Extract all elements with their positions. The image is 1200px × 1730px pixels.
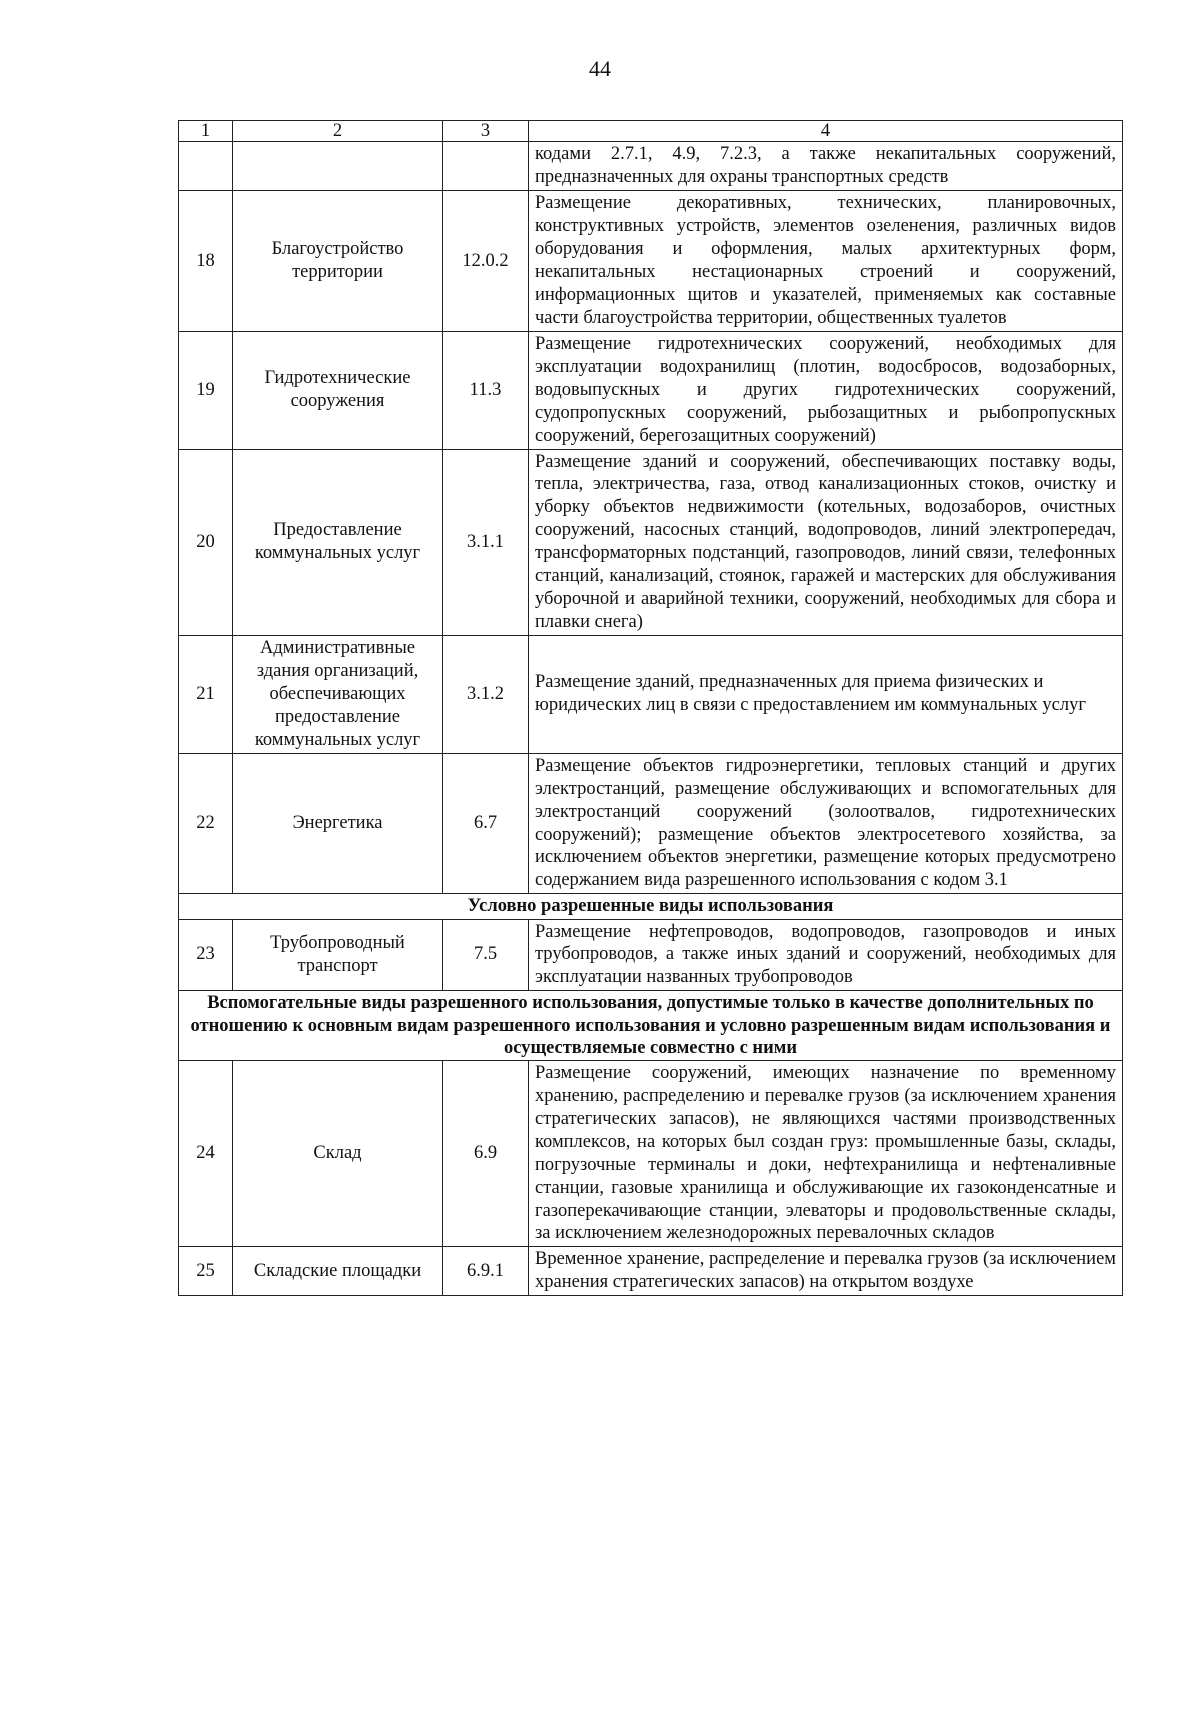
row-name: Трубопроводный транспорт [233, 919, 443, 991]
table-row-18 [179, 191, 1123, 332]
row-code: 6.9 [443, 1060, 529, 1247]
row-name: Склад [233, 1060, 443, 1247]
row-name: Энергетика [233, 753, 443, 894]
row-code: 11.3 [443, 331, 529, 449]
row-code: 12.0.2 [443, 191, 529, 332]
row-number: 23 [179, 919, 233, 991]
table-header-row [179, 121, 1123, 142]
row-number: 24 [179, 1060, 233, 1247]
row-code: 7.5 [443, 919, 529, 991]
row-number: 25 [179, 1247, 233, 1296]
header-col-3: 3 [443, 121, 529, 142]
table-row-25 [179, 1247, 1123, 1296]
section-heading-auxiliary [179, 991, 1123, 1061]
row-description: Размещение гидротехнических сооружений, необходимых для эксплуатации водохранилищ (плотин, водосбросов, водозаборных, водовыпускных и других гидротехнических сооружений, судопропускных сооружений, рыбозащитных и рыбопропускных сооружений, берегозащитных сооружений) [529, 331, 1123, 449]
row-number: 22 [179, 753, 233, 894]
land-use-table [178, 120, 1123, 1296]
row-name [233, 142, 443, 191]
row-code: 3.1.1 [443, 449, 529, 636]
row-description: Размещение зданий и сооружений, обеспечивающих поставку воды, тепла, электричества, газа, отвод канализационных стоков, очистку и уборку объектов недвижимости (котельных, водозаборов, очистных сооружений, насосных станций, водопроводов, линий электропередач, трансформаторных подстанций, газопроводов, линий связи, телефонных станций, канализаций, стоянок, гаражей и мастерских для обслуживания уборочной и аварийной техники, сооружений, необходимых для сбора и плавки снега) [529, 449, 1123, 636]
header-col-2: 2 [233, 121, 443, 142]
table-row-21 [179, 636, 1123, 754]
row-name: Благоустройство территории [233, 191, 443, 332]
row-code: 6.7 [443, 753, 529, 894]
row-description: Размещение объектов гидроэнергетики, тепловых станций и других электростанций, размещение обслуживающих и вспомогательных для электростанций сооружений (золоотвалов, гидротехнических сооружений); размещение объектов электросетевого хозяйства, за исключением объектов энергетики, размещение которых предусмотрено содержанием вида разрешенного использования с кодом 3.1 [529, 753, 1123, 894]
row-number: 19 [179, 331, 233, 449]
row-name: Складские площадки [233, 1247, 443, 1296]
row-name: Административные здания организаций, обеспечивающих предоставление коммунальных услуг [233, 636, 443, 754]
row-name: Гидротехнические сооружения [233, 331, 443, 449]
row-description: кодами 2.7.1, 4.9, 7.2.3, а также некапитальных сооружений, предназначенных для охраны транспортных средств [529, 142, 1123, 191]
row-name: Предоставление коммунальных услуг [233, 449, 443, 636]
table-row-24 [179, 1060, 1123, 1247]
table-row-20 [179, 449, 1123, 636]
table-row-continuation [179, 142, 1123, 191]
section-title: Вспомогательные виды разрешенного использования, допустимые только в качестве дополнительных по отношению к основным видам разрешенного использования и условно разрешенным видам использования и осуществляемые совместно с ними [179, 991, 1123, 1061]
section-heading-conditional [179, 894, 1123, 919]
header-col-4: 4 [529, 121, 1123, 142]
table-row-23 [179, 919, 1123, 991]
row-number: 20 [179, 449, 233, 636]
row-number: 18 [179, 191, 233, 332]
section-title: Условно разрешенные виды использования [179, 894, 1123, 919]
table-row-22 [179, 753, 1123, 894]
row-code: 6.9.1 [443, 1247, 529, 1296]
row-description: Размещение нефтепроводов, водопроводов, газопроводов и иных трубопроводов, а также иных зданий и сооружений, необходимых для эксплуатации названных трубопроводов [529, 919, 1123, 991]
row-description: Размещение декоративных, технических, планировочных, конструктивных устройств, элементов озеленения, различных видов оборудования и оформления, малых архитектурных форм, некапитальных нестационарных строений и сооружений, информационных щитов и указателей, применяемых как составные части благоустройства территории, общественных туалетов [529, 191, 1123, 332]
page-number: 44 [589, 56, 611, 81]
header-col-1: 1 [179, 121, 233, 142]
table-row-19 [179, 331, 1123, 449]
row-number: 21 [179, 636, 233, 754]
row-number [179, 142, 233, 191]
row-description: Размещение зданий, предназначенных для приема физических и юридических лиц в связи с предоставлением им коммунальных услуг [529, 636, 1123, 754]
row-description: Временное хранение, распределение и перевалка грузов (за исключением хранения стратегических запасов) на открытом воздухе [529, 1247, 1123, 1296]
row-code [443, 142, 529, 191]
row-code: 3.1.2 [443, 636, 529, 754]
row-description: Размещение сооружений, имеющих назначение по временному хранению, распределению и перевалке грузов (за исключением хранения стратегических запасов), не являющихся частями производственных комплексов, на которых был создан груз: промышленные базы, склады, погрузочные терминалы и доки, нефтехранилища и нефтеналивные станции, газовые хранилища и обслуживающие их газоконденсатные и газоперекачивающие станции, элеваторы и продовольственные склады, за исключением железнодорожных перевалочных складов [529, 1060, 1123, 1247]
